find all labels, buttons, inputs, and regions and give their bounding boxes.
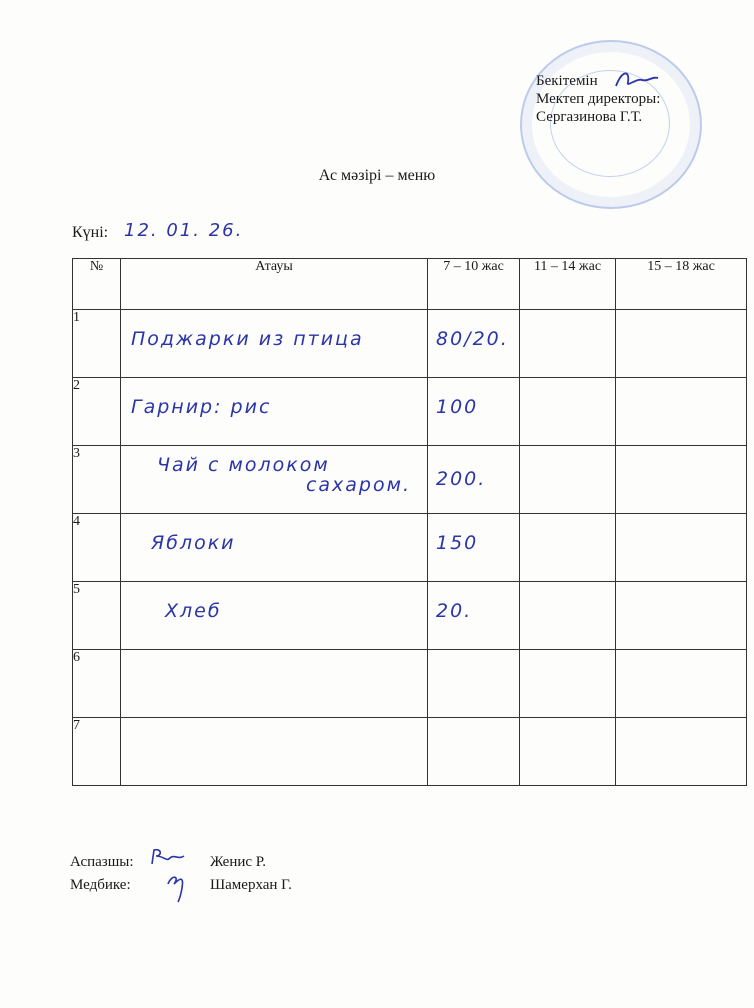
header-name: Атауы xyxy=(121,259,428,310)
cook-name: Женис Р. xyxy=(210,854,267,870)
date-value: 12. 01. 26. xyxy=(124,220,244,241)
portion-15-18 xyxy=(616,514,747,582)
header-number: № xyxy=(73,259,121,310)
dish-cell xyxy=(121,310,428,378)
approval-position: Мектеп директоры: xyxy=(536,91,661,107)
portion-cell xyxy=(428,378,520,446)
dish-name xyxy=(121,718,428,786)
nurse-line xyxy=(70,877,292,894)
table-row xyxy=(73,582,747,650)
portion-15-18 xyxy=(616,582,747,650)
dish-name: Яблоки xyxy=(151,532,236,554)
portion-15-18 xyxy=(616,650,747,718)
dish-name: Поджарки из птица xyxy=(131,328,364,350)
row-number: 5 xyxy=(73,582,121,650)
portion-11-14 xyxy=(520,650,616,718)
portion-cell xyxy=(428,514,520,582)
dish-cell xyxy=(121,582,428,650)
portion-11-14 xyxy=(520,310,616,378)
nurse-name: Шамерхан Г. xyxy=(210,877,292,893)
portion-11-14 xyxy=(520,582,616,650)
portion-7-10 xyxy=(428,718,520,786)
portion-15-18 xyxy=(616,718,747,786)
portion-7-10 xyxy=(428,650,520,718)
dish-cell xyxy=(121,378,428,446)
table-row xyxy=(73,650,747,718)
portion-11-14 xyxy=(520,718,616,786)
director-signature xyxy=(612,68,662,92)
nurse-role: Медбике: xyxy=(70,877,131,893)
portion-11-14 xyxy=(520,378,616,446)
dish-name: Гарнир: рис xyxy=(131,396,272,418)
table-row xyxy=(73,718,747,786)
nurse-signature xyxy=(162,870,198,904)
portion-7-10: 150 xyxy=(436,532,479,554)
portion-11-14 xyxy=(520,446,616,514)
header-age-7-10: 7 – 10 жас xyxy=(428,259,520,310)
row-number: 1 xyxy=(73,310,121,378)
approval-name: Сергазинова Г.Т. xyxy=(536,109,643,125)
menu-table xyxy=(72,258,747,786)
table-row xyxy=(73,446,747,514)
cook-role: Аспазшы: xyxy=(70,854,134,870)
dish-name: Хлеб xyxy=(165,600,222,622)
portion-15-18 xyxy=(616,446,747,514)
approval-title: Бекітемін xyxy=(536,73,598,89)
row-number: 7 xyxy=(73,718,121,786)
portion-cell xyxy=(428,310,520,378)
dish-name-continued: сахаром. xyxy=(305,474,411,496)
dish-name xyxy=(121,650,428,718)
page-title: Ас мәзірі – меню xyxy=(318,167,436,184)
portion-7-10: 80/20. xyxy=(436,328,509,350)
dish-cell xyxy=(121,446,428,514)
row-number: 6 xyxy=(73,650,121,718)
table-row xyxy=(73,514,747,582)
portion-cell xyxy=(428,582,520,650)
table-header-row xyxy=(73,259,747,310)
row-number: 3 xyxy=(73,446,121,514)
portion-11-14 xyxy=(520,514,616,582)
cook-line xyxy=(70,854,267,871)
header-age-15-18: 15 – 18 жас xyxy=(616,259,747,310)
cook-signature xyxy=(148,846,188,868)
portion-7-10: 200. xyxy=(436,468,487,490)
portion-7-10: 100 xyxy=(436,396,479,418)
dish-cell xyxy=(121,514,428,582)
portion-15-18 xyxy=(616,310,747,378)
row-number: 2 xyxy=(73,378,121,446)
header-age-11-14: 11 – 14 жас xyxy=(520,259,616,310)
portion-7-10: 20. xyxy=(436,600,473,622)
table-row xyxy=(73,310,747,378)
dish-name: Чай с молоком xyxy=(157,454,330,476)
portion-cell xyxy=(428,446,520,514)
portion-15-18 xyxy=(616,378,747,446)
table-row xyxy=(73,378,747,446)
date-label: Күні: xyxy=(72,224,109,241)
row-number: 4 xyxy=(73,514,121,582)
